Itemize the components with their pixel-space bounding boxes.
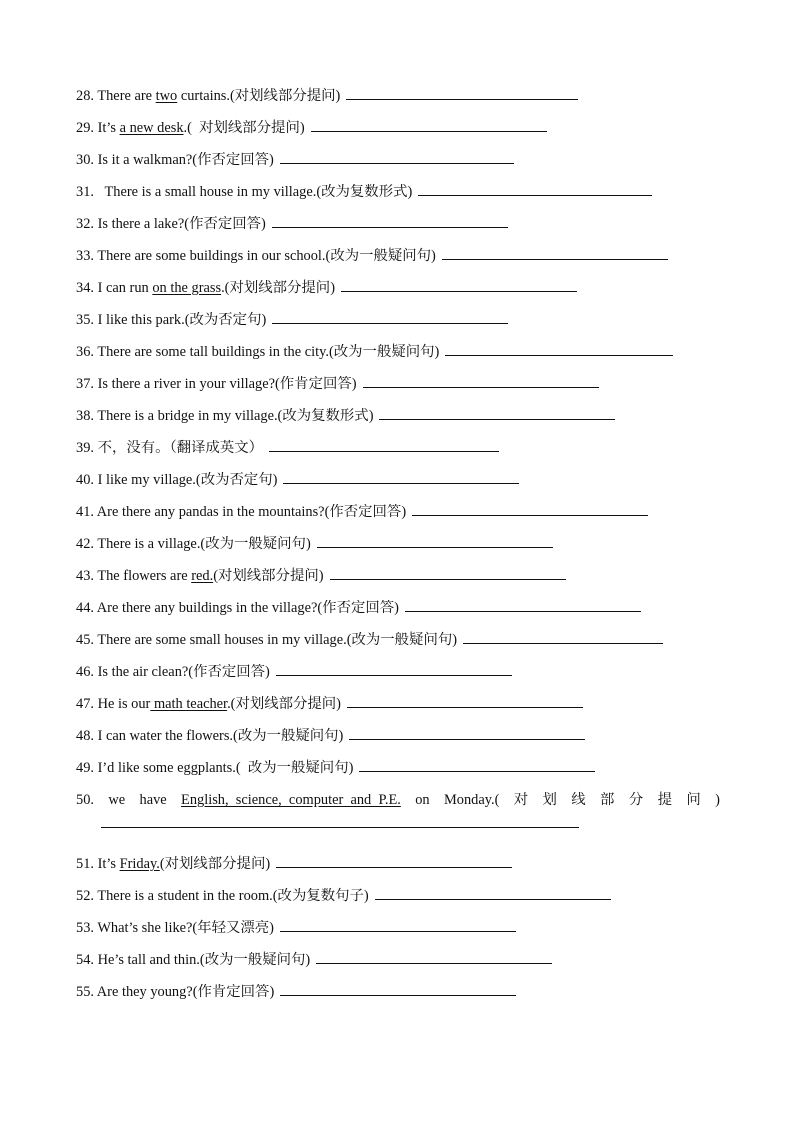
question-text: 39. 不，没有。（翻译成英文） — [76, 440, 264, 456]
question-40 — [76, 468, 720, 500]
question-text: 52. There is a student in the room.(改为复数句子) — [76, 888, 369, 904]
question-53 — [76, 916, 720, 948]
question-instruction: (对划线部分提问) — [159, 856, 271, 872]
underlined-part: on the grass — [152, 280, 222, 296]
answer-blank[interactable] — [280, 917, 516, 932]
question-text: 30. Is it a walkman?(作否定回答) — [76, 152, 274, 168]
question-text: 45. There are some small houses in my village.(改为一般疑问句) — [76, 632, 458, 648]
answer-blank[interactable] — [272, 309, 508, 324]
question-36 — [76, 340, 720, 372]
question-text: 32. Is there a lake?(作否定回答) — [76, 216, 266, 232]
question-46 — [76, 660, 720, 692]
question-34 — [76, 276, 720, 308]
question-43 — [76, 564, 720, 596]
question-50 — [76, 788, 720, 852]
answer-blank[interactable] — [316, 949, 552, 964]
underlined-part: red. — [191, 568, 214, 584]
question-text: 41. Are there any pandas in the mountains?(作否定回答) — [76, 504, 407, 520]
question-28 — [76, 84, 720, 116]
answer-blank[interactable] — [346, 85, 578, 100]
question-47 — [76, 692, 720, 724]
underlined-part: a new desk — [119, 120, 184, 136]
answer-blank[interactable] — [349, 725, 585, 740]
question-54 — [76, 948, 720, 980]
answer-blank[interactable] — [363, 373, 599, 388]
answer-blank[interactable] — [272, 213, 508, 228]
question-text: 51. It’s — [76, 856, 120, 872]
question-text: 29. It’s — [76, 120, 120, 136]
question-51 — [76, 852, 720, 884]
answer-blank[interactable] — [347, 693, 583, 708]
answer-blank[interactable] — [445, 341, 673, 356]
question-instruction: curtains.(对划线部分提问) — [177, 88, 341, 104]
question-text: 54. He’s tall and thin.(改为一般疑问句) — [76, 952, 311, 968]
answer-blank[interactable] — [280, 149, 514, 164]
question-list — [76, 84, 720, 1012]
question-31 — [76, 180, 720, 212]
question-text: 48. I can water the flowers.(改为一般疑问句) — [76, 728, 344, 744]
answer-blank[interactable] — [276, 661, 512, 676]
question-text: 40. I like my village.(改为否定句) — [76, 472, 278, 488]
question-text: 36. There are some tall buildings in the city.(改为一般疑问句) — [76, 344, 440, 360]
answer-blank[interactable] — [405, 597, 641, 612]
question-44 — [76, 596, 720, 628]
answer-blank[interactable] — [379, 405, 615, 420]
answer-blank[interactable] — [317, 533, 553, 548]
instruction-char: 分 — [628, 792, 644, 808]
question-text: 37. Is there a river in your village?(作肯定回答) — [76, 376, 357, 392]
answer-blank[interactable] — [283, 469, 519, 484]
question-instruction: (对划线部分提问) — [213, 568, 324, 584]
question-49 — [76, 756, 720, 788]
question-text: 49. I’d like some eggplants.( 改为一般疑问句) — [76, 760, 354, 776]
question-text: 46. Is the air clean?(作否定回答) — [76, 664, 270, 680]
question-text: 55. Are they young?(作肯定回答) — [76, 984, 275, 1000]
question-50-answer-line — [76, 812, 720, 836]
question-45 — [76, 628, 720, 660]
question-text: 47. He is our — [76, 696, 151, 712]
answer-blank[interactable] — [330, 565, 566, 580]
question-32 — [76, 212, 720, 244]
answer-blank[interactable] — [280, 981, 516, 996]
question-41 — [76, 500, 720, 532]
word: have — [139, 792, 167, 808]
question-text: 34. I can run — [76, 280, 153, 296]
underlined-part: two — [155, 88, 178, 104]
question-text: 53. What’s she like?(年轻又漂亮) — [76, 920, 274, 936]
question-text: 28. There are — [76, 88, 156, 104]
question-instruction: .(对划线部分提问) — [221, 280, 335, 296]
question-text: 43. The flowers are — [76, 568, 192, 584]
question-instruction: .(对划线部分提问) — [227, 696, 341, 712]
answer-blank[interactable] — [101, 813, 579, 828]
question-42 — [76, 532, 720, 564]
instruction-char: 对 — [513, 792, 529, 808]
underlined-part: math teacher — [150, 696, 228, 712]
question-text: 33. There are some buildings in our school.(改为一般疑问句) — [76, 248, 436, 264]
question-33 — [76, 244, 720, 276]
question-text: 31. There is a small house in my village.(改为复数形式) — [76, 184, 413, 200]
question-48 — [76, 724, 720, 756]
instruction-char: 提 — [657, 792, 672, 808]
instruction-char: 划 — [542, 792, 557, 808]
answer-blank[interactable] — [375, 885, 611, 900]
question-text: 38. There is a bridge in my village.(改为复数形式) — [76, 408, 374, 424]
answer-blank[interactable] — [269, 437, 499, 452]
question-37 — [76, 372, 720, 404]
instruction-char: ) — [715, 792, 720, 808]
question-text: 35. I like this park.(改为否定句) — [76, 312, 267, 328]
word: we — [108, 792, 126, 808]
question-52 — [76, 884, 720, 916]
question-35 — [76, 308, 720, 340]
answer-blank[interactable] — [341, 277, 577, 292]
instruction-char: 线 — [571, 792, 586, 808]
answer-blank[interactable] — [276, 853, 512, 868]
question-number: 50. — [76, 792, 94, 808]
underlined-part: English, science, computer and P.E. — [181, 792, 401, 808]
question-text: 44. Are there any buildings in the village?(作否定回答) — [76, 600, 399, 616]
answer-blank[interactable] — [463, 629, 663, 644]
answer-blank[interactable] — [412, 501, 648, 516]
answer-blank[interactable] — [418, 181, 652, 196]
question-instruction: .( 对划线部分提问) — [183, 120, 305, 136]
word: Monday.( — [443, 792, 500, 808]
answer-blank[interactable] — [359, 757, 595, 772]
word: on — [415, 792, 430, 808]
question-30 — [76, 148, 720, 180]
question-29 — [76, 116, 720, 148]
answer-blank[interactable] — [311, 117, 547, 132]
answer-blank[interactable] — [442, 245, 668, 260]
instruction-char: 部 — [600, 792, 615, 808]
question-text: 42. There is a village.(改为一般疑问句) — [76, 536, 311, 552]
underlined-part: Friday. — [119, 856, 160, 872]
question-39 — [76, 436, 720, 468]
question-50-line — [76, 788, 720, 812]
question-38 — [76, 404, 720, 436]
question-55 — [76, 980, 720, 1012]
instruction-char: 问 — [686, 792, 701, 808]
